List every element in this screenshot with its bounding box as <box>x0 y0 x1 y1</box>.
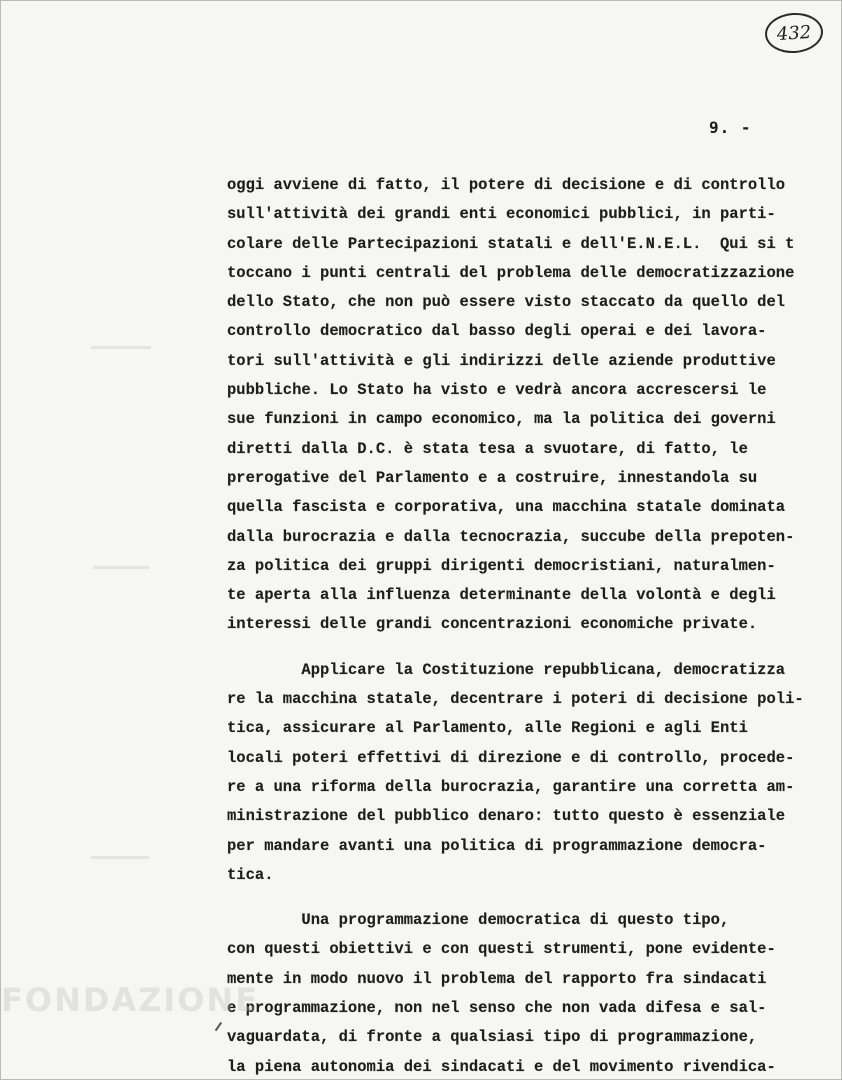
page-number: 9. - <box>709 118 752 137</box>
text-line: dalla burocrazia e dalla tecnocrazia, succube della prepoten- <box>227 527 795 546</box>
text-line: interessi delle grandi concentrazioni economiche private. <box>227 615 758 634</box>
watermark: FONDAZIONE <box>1 981 260 1019</box>
text-line: Una programmazione democratica di questo tipo, <box>227 911 730 930</box>
text-line: prerogative del Parlamento e a costruire, innestandola su <box>227 468 758 487</box>
text-line: toccano i punti centrali del problema delle democratizzazione <box>227 263 795 282</box>
text-line: Applicare la Costituzione repubblicana, democratizza <box>227 660 786 679</box>
text-line: oggi avviene di fatto, il potere di decisione e di controllo <box>227 176 786 194</box>
text-line: tori sull'attività e gli indirizzi delle aziende produttive <box>227 351 776 370</box>
text-line: controllo democratico dal basso degli operai e dei lavora- <box>227 322 767 341</box>
text-line: la piena autonomia dei sindacati e del movimento rivendica- <box>227 1057 776 1076</box>
text-line: colare delle Partecipazioni statali e dell'E.N.E.L. Qui si t <box>227 234 795 253</box>
text-line: vaguardata, di fronte a qualsiasi tipo di programmazione, <box>227 1028 758 1047</box>
archive-stamp <box>764 11 825 55</box>
text-line: mente in modo nuovo il problema del rapporto fra sindacati <box>227 969 767 988</box>
text-line: te aperta alla influenza determinante della volontà e degli <box>227 586 776 605</box>
text-line: diretti dalla D.C. è stata tesa a svuotare, di fatto, le <box>227 439 748 458</box>
text-line: za politica dei gruppi dirigenti democristiani, naturalmen- <box>227 556 776 575</box>
text-line: per mandare avanti una politica di programmazione democra- <box>227 836 767 855</box>
typewritten-text <box>227 171 842 1080</box>
stamp-number: 432 <box>776 21 812 45</box>
paragraph-gap <box>227 640 842 656</box>
paragraph-gap <box>227 890 842 906</box>
margin-tick-mark <box>215 1022 226 1034</box>
text-line: re a una riforma della burocrazia, garantire una corretta am- <box>227 777 795 796</box>
text-line: sue funzioni in campo economico, ma la politica dei governi <box>227 410 776 429</box>
text-line: locali poteri effettivi di direzione e di controllo, procede- <box>227 748 795 767</box>
text-line: dello Stato, che non può essere visto staccato da quello del <box>227 293 786 312</box>
scan-artifact <box>93 566 149 569</box>
scan-artifact <box>91 346 151 349</box>
text-line: tica. <box>227 865 274 884</box>
text-line: e programmazione, non nel senso che non vada difesa e sal- <box>227 999 767 1018</box>
text-line: re la macchina statale, decentrare i poteri di decisione poli- <box>227 690 804 709</box>
text-line: sull'attività dei grandi enti economici pubblici, in parti- <box>227 205 776 224</box>
text-line: ministrazione del pubblico denaro: tutto questo è essenziale <box>227 807 786 826</box>
paragraph-container <box>227 171 842 1080</box>
text-line: quella fascista e corporativa, una macchina statale dominata <box>227 498 786 517</box>
scan-artifact <box>91 856 149 859</box>
text-line: con questi obiettivi e con questi strumenti, pone evidente- <box>227 940 776 959</box>
text-line: pubbliche. Lo Stato ha visto e vedrà ancora accrescersi le <box>227 381 767 400</box>
text-line: tica, assicurare al Parlamento, alle Regioni e agli Enti <box>227 719 748 738</box>
